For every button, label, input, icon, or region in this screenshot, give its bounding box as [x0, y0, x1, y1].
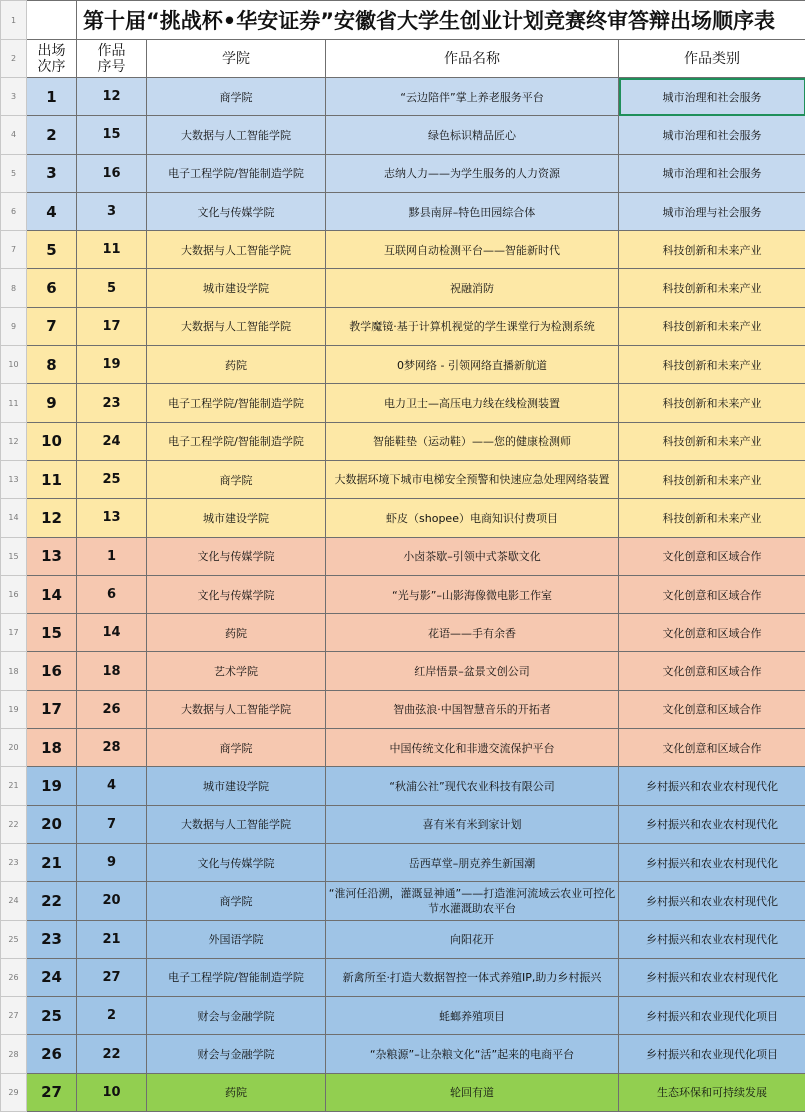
table-row: [1, 499, 805, 537]
serial-cell[interactable]: 7: [77, 805, 147, 843]
college-cell[interactable]: 城市建设学院: [147, 499, 326, 537]
college-cell[interactable]: 电子工程学院/智能制造学院: [147, 422, 326, 460]
table-row: [1, 805, 805, 843]
order-cell[interactable]: 5: [27, 231, 77, 269]
table-row: [1, 346, 805, 384]
order-cell[interactable]: 23: [27, 920, 77, 958]
work-name-cell[interactable]: 电力卫士—高压电力线在线检测装置: [326, 384, 619, 422]
college-cell[interactable]: 艺术学院: [147, 652, 326, 690]
serial-cell[interactable]: 3: [77, 192, 147, 230]
serial-cell[interactable]: 24: [77, 422, 147, 460]
table-row: [1, 882, 805, 920]
serial-cell[interactable]: 16: [77, 154, 147, 192]
college-cell[interactable]: 药院: [147, 614, 326, 652]
college-cell[interactable]: 药院: [147, 346, 326, 384]
table-row: [1, 307, 805, 345]
work-name-cell[interactable]: 中国传统文化和非遗交流保护平台: [326, 729, 619, 767]
category-cell[interactable]: 城市治理和社会服务: [619, 154, 805, 192]
serial-cell[interactable]: 2: [77, 997, 147, 1035]
table-row: [1, 690, 805, 728]
order-cell[interactable]: 27: [27, 1073, 77, 1111]
college-cell[interactable]: 电子工程学院/智能制造学院: [147, 154, 326, 192]
order-cell[interactable]: 11: [27, 460, 77, 498]
work-name-cell[interactable]: 虾皮（shopee）电商知识付费项目: [326, 499, 619, 537]
work-name-cell[interactable]: 新禽所至·打造大数据智控一体式养殖IP,助力乡村振兴: [326, 958, 619, 996]
row-number[interactable]: 8: [1, 269, 27, 307]
table-row: [1, 154, 805, 192]
serial-cell[interactable]: 9: [77, 843, 147, 881]
category-cell[interactable]: 乡村振兴和农业农村现代化: [619, 843, 805, 881]
serial-cell[interactable]: 10: [77, 1073, 147, 1111]
category-cell[interactable]: 生态环保和可持续发展: [619, 1073, 805, 1111]
order-cell[interactable]: 21: [27, 843, 77, 881]
table-row: [1, 1035, 805, 1073]
order-cell[interactable]: 19: [27, 767, 77, 805]
order-cell[interactable]: 3: [27, 154, 77, 192]
category-cell[interactable]: 科技创新和未来产业: [619, 346, 805, 384]
serial-cell[interactable]: 27: [77, 958, 147, 996]
row-number[interactable]: 19: [1, 690, 27, 728]
title-blank-cell[interactable]: [27, 1, 77, 40]
work-name-cell[interactable]: 互联网自动检测平台——智能新时代: [326, 231, 619, 269]
category-cell[interactable]: 文化创意和区域合作: [619, 537, 805, 575]
category-cell[interactable]: 科技创新和未来产业: [619, 384, 805, 422]
order-cell[interactable]: 1: [27, 78, 77, 116]
college-cell[interactable]: 大数据与人工智能学院: [147, 231, 326, 269]
category-cell[interactable]: 文化创意和区域合作: [619, 575, 805, 613]
row-number[interactable]: 28: [1, 1035, 27, 1073]
work-name-cell[interactable]: 喜有米有米到家计划: [326, 805, 619, 843]
work-name-cell[interactable]: 0梦网络 - 引领网络直播新航道: [326, 346, 619, 384]
table-row: [1, 269, 805, 307]
college-cell[interactable]: 大数据与人工智能学院: [147, 307, 326, 345]
serial-cell[interactable]: 13: [77, 499, 147, 537]
category-cell[interactable]: 文化创意和区域合作: [619, 690, 805, 728]
order-cell[interactable]: 6: [27, 269, 77, 307]
college-cell[interactable]: 商学院: [147, 729, 326, 767]
college-cell[interactable]: 城市建设学院: [147, 269, 326, 307]
serial-cell[interactable]: 23: [77, 384, 147, 422]
row-number[interactable]: 9: [1, 307, 27, 345]
category-cell[interactable]: 城市治理和社会服务: [619, 116, 805, 154]
header-serial[interactable]: 作品 序号: [77, 40, 147, 78]
serial-cell[interactable]: 6: [77, 575, 147, 613]
row-number[interactable]: 2: [1, 40, 27, 78]
order-cell[interactable]: 26: [27, 1035, 77, 1073]
table-row: [1, 843, 805, 881]
table-row: [1, 384, 805, 422]
table-row: [1, 920, 805, 958]
order-cell[interactable]: 9: [27, 384, 77, 422]
college-cell[interactable]: 财会与金融学院: [147, 1035, 326, 1073]
header-category[interactable]: 作品类别: [619, 40, 805, 78]
college-cell[interactable]: 文化与传媒学院: [147, 575, 326, 613]
header-name[interactable]: 作品名称: [326, 40, 619, 78]
row-number[interactable]: 25: [1, 920, 27, 958]
category-cell[interactable]: 科技创新和未来产业: [619, 269, 805, 307]
category-cell[interactable]: 文化创意和区域合作: [619, 729, 805, 767]
work-name-cell[interactable]: 大数据环境下城市电梯安全预警和快速应急处理网络装置: [326, 460, 619, 498]
serial-cell[interactable]: 26: [77, 690, 147, 728]
college-cell[interactable]: 大数据与人工智能学院: [147, 805, 326, 843]
row-number[interactable]: 13: [1, 460, 27, 498]
order-cell[interactable]: 2: [27, 116, 77, 154]
work-name-cell[interactable]: “淮河任沿溯，灌溉显神通”——打造淮河流域云农业可控化节水灌溉助农平台: [326, 882, 619, 920]
order-cell[interactable]: 16: [27, 652, 77, 690]
category-cell[interactable]: 科技创新和未来产业: [619, 231, 805, 269]
work-name-cell[interactable]: 祝融消防: [326, 269, 619, 307]
category-cell[interactable]: 科技创新和未来产业: [619, 460, 805, 498]
work-name-cell[interactable]: 教学魔镜·基于计算机视觉的学生课堂行为检测系统: [326, 307, 619, 345]
work-name-cell[interactable]: 轮回有道: [326, 1073, 619, 1111]
table-row: [1, 116, 805, 154]
category-cell[interactable]: 乡村振兴和农业农村现代化: [619, 958, 805, 996]
order-cell[interactable]: 17: [27, 690, 77, 728]
work-name-cell[interactable]: 志纳人力——为学生服务的人力资源: [326, 154, 619, 192]
order-cell[interactable]: 24: [27, 958, 77, 996]
row-number[interactable]: 7: [1, 231, 27, 269]
order-cell[interactable]: 20: [27, 805, 77, 843]
selected-category-cell[interactable]: 城市治理和社会服务: [619, 78, 805, 116]
work-name-cell[interactable]: “光与影”–山影海像微电影工作室: [326, 575, 619, 613]
work-name-cell[interactable]: 黟县南屏–特色田园综合体: [326, 192, 619, 230]
serial-cell[interactable]: 5: [77, 269, 147, 307]
college-cell[interactable]: 文化与传媒学院: [147, 192, 326, 230]
work-name-cell[interactable]: 花语——手有余香: [326, 614, 619, 652]
row-number[interactable]: 22: [1, 805, 27, 843]
work-name-cell[interactable]: 岳西草堂–朋克养生新国潮: [326, 843, 619, 881]
row-number[interactable]: 21: [1, 767, 27, 805]
table-row: [1, 652, 805, 690]
order-cell[interactable]: 22: [27, 882, 77, 920]
order-cell[interactable]: 7: [27, 307, 77, 345]
serial-cell[interactable]: 28: [77, 729, 147, 767]
college-cell[interactable]: 大数据与人工智能学院: [147, 116, 326, 154]
category-cell[interactable]: 文化创意和区域合作: [619, 614, 805, 652]
serial-cell[interactable]: 11: [77, 231, 147, 269]
serial-cell[interactable]: 14: [77, 614, 147, 652]
row-number[interactable]: 11: [1, 384, 27, 422]
row-number[interactable]: 18: [1, 652, 27, 690]
row-number[interactable]: 14: [1, 499, 27, 537]
table-row: [1, 192, 805, 230]
row-number[interactable]: 16: [1, 575, 27, 613]
work-name-cell[interactable]: “云边陪伴”掌上养老服务平台: [326, 78, 619, 116]
work-name-cell[interactable]: 智曲弦浪·中国智慧音乐的开拓者: [326, 690, 619, 728]
college-cell[interactable]: 商学院: [147, 78, 326, 116]
serial-cell[interactable]: 25: [77, 460, 147, 498]
category-cell[interactable]: 科技创新和未来产业: [619, 422, 805, 460]
serial-cell[interactable]: 18: [77, 652, 147, 690]
work-name-cell[interactable]: “秋浦公社”现代农业科技有限公司: [326, 767, 619, 805]
work-name-cell[interactable]: 红岸悟景–盆景文创公司: [326, 652, 619, 690]
table-row: [1, 958, 805, 996]
category-cell[interactable]: 乡村振兴和农业农村现代化: [619, 805, 805, 843]
work-name-cell[interactable]: “杂粮源”–让杂粮文化“活”起来的电商平台: [326, 1035, 619, 1073]
college-cell[interactable]: 文化与传媒学院: [147, 843, 326, 881]
sheet-title[interactable]: 第十届“挑战杯•华安证券”安徽省大学生创业计划竞赛终审答辩出场顺序表: [77, 1, 805, 40]
work-name-cell[interactable]: 蚝螂养殖项目: [326, 997, 619, 1035]
row-number[interactable]: 26: [1, 958, 27, 996]
category-cell[interactable]: 乡村振兴和农业现代化项目: [619, 1035, 805, 1073]
table-row: [1, 997, 805, 1035]
title-row: [1, 1, 805, 40]
table-row: [1, 614, 805, 652]
table-row: [1, 78, 805, 116]
order-cell[interactable]: 14: [27, 575, 77, 613]
table-row: [1, 1073, 805, 1111]
row-number[interactable]: 1: [1, 1, 27, 40]
serial-cell[interactable]: 15: [77, 116, 147, 154]
college-cell[interactable]: 外国语学院: [147, 920, 326, 958]
college-cell[interactable]: 药院: [147, 1073, 326, 1111]
college-cell[interactable]: 商学院: [147, 882, 326, 920]
row-number[interactable]: 20: [1, 729, 27, 767]
college-cell[interactable]: 大数据与人工智能学院: [147, 690, 326, 728]
order-cell[interactable]: 12: [27, 499, 77, 537]
category-cell[interactable]: 科技创新和未来产业: [619, 307, 805, 345]
order-cell[interactable]: 18: [27, 729, 77, 767]
serial-cell[interactable]: 4: [77, 767, 147, 805]
serial-cell[interactable]: 22: [77, 1035, 147, 1073]
category-cell[interactable]: 乡村振兴和农业农村现代化: [619, 882, 805, 920]
row-number[interactable]: 24: [1, 882, 27, 920]
serial-cell[interactable]: 1: [77, 537, 147, 575]
row-number[interactable]: 3: [1, 78, 27, 116]
order-cell[interactable]: 25: [27, 997, 77, 1035]
order-cell[interactable]: 15: [27, 614, 77, 652]
table-row: [1, 729, 805, 767]
row-number[interactable]: 23: [1, 843, 27, 881]
category-cell[interactable]: 科技创新和未来产业: [619, 499, 805, 537]
college-cell[interactable]: 文化与传媒学院: [147, 537, 326, 575]
table-row: [1, 575, 805, 613]
row-number[interactable]: 29: [1, 1073, 27, 1111]
row-number[interactable]: 5: [1, 154, 27, 192]
category-cell[interactable]: 乡村振兴和农业农村现代化: [619, 767, 805, 805]
row-number[interactable]: 4: [1, 116, 27, 154]
order-cell[interactable]: 8: [27, 346, 77, 384]
order-cell[interactable]: 4: [27, 192, 77, 230]
table-row: [1, 537, 805, 575]
college-cell[interactable]: 城市建设学院: [147, 767, 326, 805]
work-name-cell[interactable]: 向阳花开: [326, 920, 619, 958]
college-cell[interactable]: 财会与金融学院: [147, 997, 326, 1035]
work-name-cell[interactable]: 小卤茶歇–引领中式茶歇文化: [326, 537, 619, 575]
header-row: [1, 40, 805, 78]
order-cell[interactable]: 13: [27, 537, 77, 575]
row-number[interactable]: 6: [1, 192, 27, 230]
serial-cell[interactable]: 19: [77, 346, 147, 384]
row-number[interactable]: 10: [1, 346, 27, 384]
college-cell[interactable]: 电子工程学院/智能制造学院: [147, 958, 326, 996]
row-number[interactable]: 12: [1, 422, 27, 460]
table-row: [1, 422, 805, 460]
category-cell[interactable]: 文化创意和区域合作: [619, 652, 805, 690]
table-row: [1, 460, 805, 498]
category-cell[interactable]: 乡村振兴和农业农村现代化: [619, 920, 805, 958]
table-row: [1, 767, 805, 805]
row-number[interactable]: 17: [1, 614, 27, 652]
work-name-cell[interactable]: 智能鞋垫（运动鞋）——您的健康检测师: [326, 422, 619, 460]
header-order[interactable]: 出场 次序: [27, 40, 77, 78]
header-college[interactable]: 学院: [147, 40, 326, 78]
row-number[interactable]: 15: [1, 537, 27, 575]
order-cell[interactable]: 10: [27, 422, 77, 460]
serial-cell[interactable]: 21: [77, 920, 147, 958]
table-row: [1, 231, 805, 269]
category-cell[interactable]: 城市治理与社会服务: [619, 192, 805, 230]
serial-cell[interactable]: 12: [77, 78, 147, 116]
row-number[interactable]: 27: [1, 997, 27, 1035]
college-cell[interactable]: 电子工程学院/智能制造学院: [147, 384, 326, 422]
college-cell[interactable]: 商学院: [147, 460, 326, 498]
work-name-cell[interactable]: 绿色标识精品匠心: [326, 116, 619, 154]
serial-cell[interactable]: 17: [77, 307, 147, 345]
serial-cell[interactable]: 20: [77, 882, 147, 920]
category-cell[interactable]: 乡村振兴和农业现代化项目: [619, 997, 805, 1035]
